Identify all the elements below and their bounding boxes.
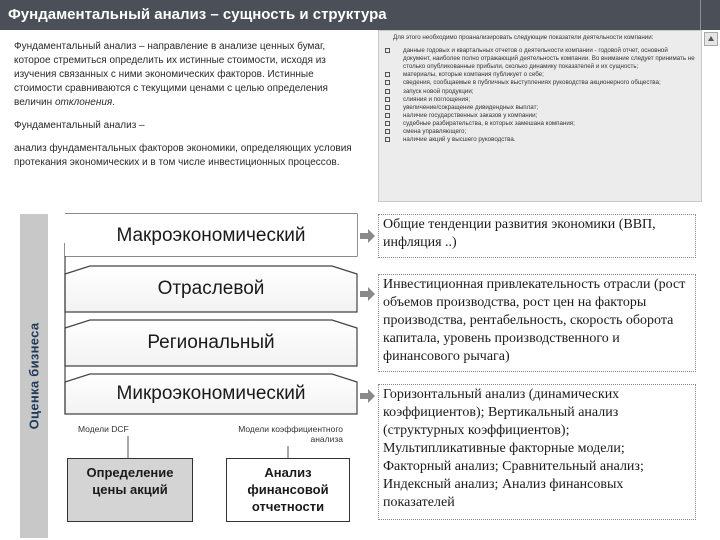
list-item: смена управляющего; [385,128,695,136]
list-item: наличие акций у высшего руководства. [385,136,695,144]
macro-description: Общие тенденции развития экономики (ВВП, инфляция ..) [378,214,696,258]
level-industry-label: Отраслевой [157,278,265,299]
list-item: наличие государственных заказов у компании; [385,112,695,120]
industry-description: Инвестиционная привлекательность отрасли (рост объемов производства, рост цен на факторы производства, рентабельность, скорость оборота капитала, уровень производственного и финансового рычага) [378,274,696,372]
list-item: запуск новой продукции; [385,88,695,96]
list-item: материалы, которые компания публикует о себе; [385,71,695,79]
industry-arrow-icon [360,287,375,301]
share-price-box: Определение цены акций [67,458,193,522]
list-item: увеличение/сокращение дивидендных выплат; [385,104,695,112]
list-item: слияния и поглощения; [385,96,695,104]
level-regional [65,320,357,366]
business-valuation-label: Оценка бизнеса [26,322,42,430]
list-item: данные годовых и квартальных отчетов о деятельности компании - годовой отчет, основной документ, наиболее полно отражающий деятельность компании. Во внимание следует принимать не столько опубликованные прибыли, сколько динамику показателей и их сущность; [385,47,695,71]
list-item: сведения, сообщаемые в публичных выступлениях руководства акционерного общества; [385,79,695,87]
intro-paragraph-3: анализ фундаментальных факторов экономики, определяющих условия протекания экономических и в том числе инвестиционных процессов. [14,143,352,168]
intro-emphasis: отклонения [54,97,113,108]
intro-paragraph-1: Фундаментальный анализ – направление в анализе ценных бумаг, которое стремиться определить их истинные стоимости, исходя из изучения связанных с ними экономических факторов. Истинные стоимости сравниваются с текущими ценами с целью определения величин отклонения. [14,41,328,108]
indicators-heading: Для этого необходимо проанализировать следующие показатели деятельности компании: [393,34,654,41]
micro-arrow-icon [360,389,375,403]
coef-models-label: Модели коэффициентного анализа [238,424,343,444]
level-macro [65,214,357,256]
intro-paragraph-2: Фундаментальный анализ – [14,120,145,131]
level-micro-label: Микроэкономический [116,383,306,404]
level-industry [65,266,357,312]
page-title: Фундаментальный анализ – сущность и структура [8,6,387,23]
level-micro [65,374,357,414]
micro-description: Горизонтальный анализ (динамических коэффициентов); Вертикальный анализ (структурных коэффициентов); Мультипликативные факторные модели; Факторный анализ; Сравнительный анализ; Индексный анализ; Анализ финансовых показателей [378,384,696,520]
list-item: судебные разбирательства, в которых замешана компания; [385,120,695,128]
level-macro-label: Макроэкономический [116,225,306,246]
level-regional-label: Региональный [147,332,275,353]
financial-statements-box: Анализ финансовой отчетности [226,458,350,522]
macro-arrow-icon [360,229,375,243]
dcf-models-label: Модели DCF [78,424,129,434]
